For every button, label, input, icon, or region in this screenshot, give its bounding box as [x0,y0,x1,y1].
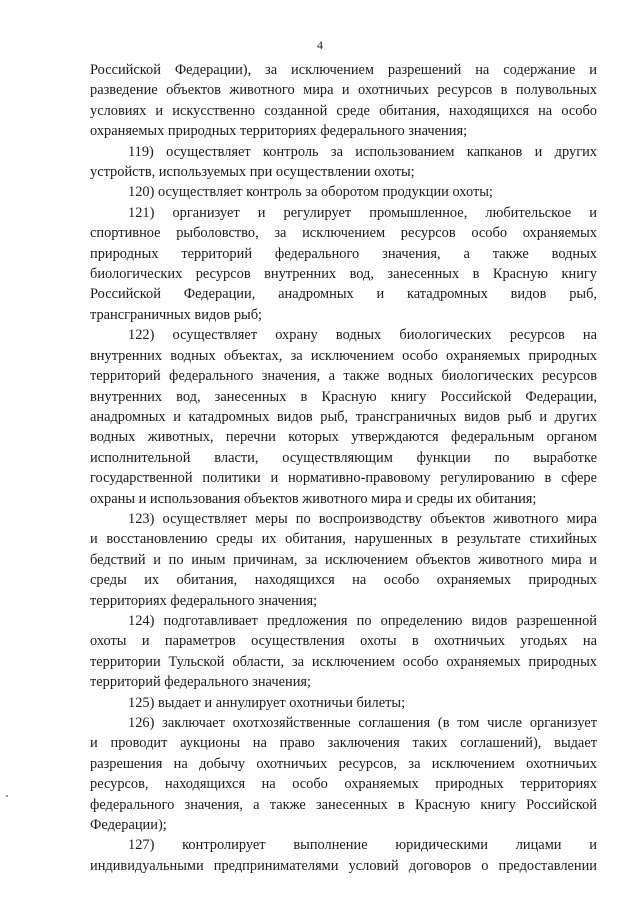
text-line: природных территорий федерального значения, а также водных [90,245,597,262]
text-line: анадромных и катадромных видов рыб, трансграничных видов рыб и других [90,408,597,425]
text-line: территории Тульской области, за исключением особо охраняемых природных [90,653,597,670]
text-line: биологических ресурсов внутренних вод, занесенных в Красную книгу [90,266,597,283]
text-line: Российской Федерации), за исключением разрешений на содержание и [90,62,597,78]
text-line: трансграничных видов рыб; [90,306,263,323]
page-number: 4 [317,38,323,52]
text-line: Федерации); [90,817,167,834]
text-line: исполнительной власти, осуществляющим функции по выработке [90,449,597,466]
text-line: бедствий и по иным причинам, за исключением объектов животного мира и [90,551,597,568]
text-line: 124) подготавливает предложения по определению видов разрешенной [128,612,597,629]
text-line: среды их обитания, находящихся на особо охраняемых природных [90,572,597,589]
text-line: федерального значения, а также занесенных в Красную книгу Российской [90,796,597,813]
text-line: и восстановлению среды их обитания, нарушенных в результате стихийных [90,531,597,548]
text-line: 127) контролирует выполнение юридическими лицами и [128,837,597,854]
text-line: охраны и использования объектов животного мира и среды их обитания; [90,490,537,507]
text-line: охраняемых природных территориях федерального значения; [90,123,468,140]
text-line: внутренних водных объектах, за исключением особо охраняемых природных [90,347,597,364]
text-line: водных животных, перечни которых утверждаются федеральным органом [90,429,597,446]
text-line: 120) осуществляет контроль за оборотом продукции охоты; [128,184,493,201]
text-line: условиях и искусственно созданной среде обитания, находящихся на особо [90,102,597,119]
text-line: и проводит аукционы на право заключения таких соглашений), выдает [90,735,597,752]
text-line: 126) заключает охотхозяйственные соглашения (в том числе организует [128,715,597,731]
text-line: государственной политики и нормативно-правовому регулированию в сфере [90,470,597,487]
text-line: устройств, используемых при осуществлении охоты; [90,164,415,181]
text-line: ресурсов, находящихся на особо охраняемых природных территориях [90,776,597,793]
margin-mark [6,795,8,797]
text-line: разведение объектов животного мира и охотничьих ресурсов в полувольных [90,82,597,99]
text-line: охоты и параметров осуществления охоты в охотничьих угодьях на [90,633,597,650]
document-body [90,60,597,876]
text-line: 123) осуществляет меры по воспроизводству объектов животного мира [128,510,597,527]
text-line: 125) выдает и аннулирует охотничьи билеты; [128,694,406,711]
text-line: спортивное рыболовство, за исключением ресурсов особо охраняемых [90,225,597,242]
text-line: разрешения на добычу охотничьих ресурсов, за исключением охотничьих [90,755,597,772]
text-line: внутренних вод, занесенных в Красную книгу Российской Федерации, [90,388,597,405]
text-line: Российской Федерации, анадромных и катадромных видов рыб, [90,286,597,303]
text-line: 122) осуществляет охрану водных биологических ресурсов на [128,327,597,344]
text-line: 119) осуществляет контроль за использованием капканов и других [128,143,597,160]
text-line: индивидуальными предпринимателями условий договоров о предоставлении [90,857,597,874]
text-line: территорий федерального значения; [90,674,312,691]
text-line: территорий федерального значения, а также водных биологических ресурсов [90,368,597,385]
text-line: 121) организует и регулирует промышленное, любительское и [128,204,597,221]
text-line: территориях федерального значения; [90,592,318,609]
